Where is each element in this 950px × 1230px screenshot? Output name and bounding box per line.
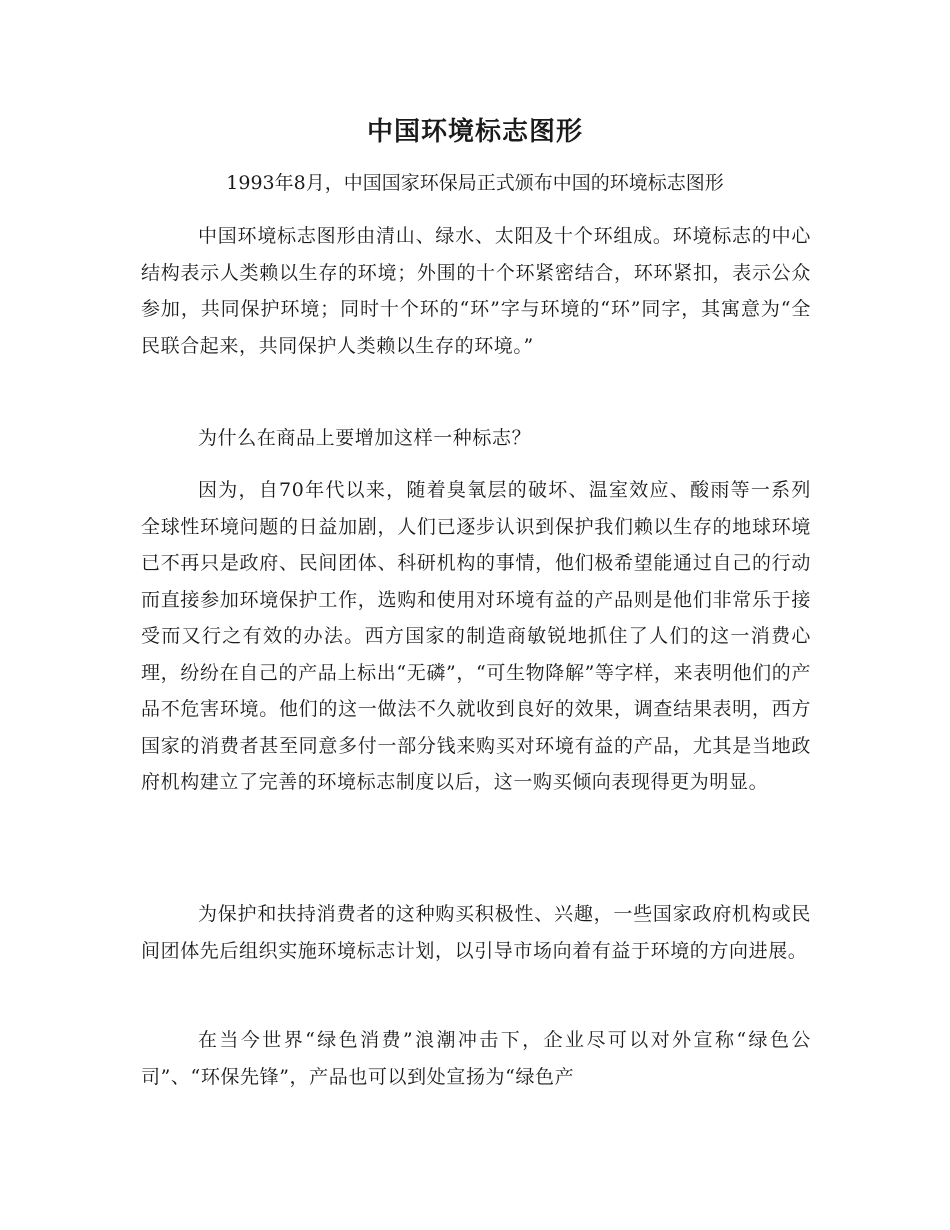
paragraph-question: 为什么在商品上要增加这样一种标志？ — [198, 427, 532, 449]
paragraph-background: 因为，自70年代以来，随着臭氧层的破坏、温室效应、酸雨等一系列全球性环境问题的日益加剧，人们已逐步认识到保护我们赖以生存的地球环境已不再只是政府、民间团体、科研机构的事情，他们极希望能通过自己的行动而直接参加环境保护工作，选购和使用对环境有益的产品则是他们非常乐于接受而又行之有效的办法。西方国家的制造商敏锐地抓住了人们的这一消费心理，纷纷在自己的产品上标出“无磷”，“可生物降解”等字样，来表明他们的产品不危害环境。他们的这一做法不久就收到良好的效果，调查结果表明，西方国家的消费者甚至同意多付一部分钱来购买对环境有益的产品，尤其是当地政府机构建立了完善的环境标志制度以后，这一购买倾向表现得更为明显。 — [141, 479, 811, 793]
document-subtitle: 1993年8月，中国国家环保局正式颁布中国的环境标志图形 — [226, 172, 724, 194]
paragraph-green-consumption: 在当今世界“绿色消费”浪潮冲击下，企业尽可以对外宣称“绿色公司”、“环保先锋”，产品也可以到处宣扬为“绿色产 — [141, 1029, 811, 1088]
paragraph-label-programs: 为保护和扶持消费者的这种购买积极性、兴趣，一些国家政府机构或民间团体先后组织实施环境标志计划，以引导市场向着有益于环境的方向进展。 — [141, 903, 811, 962]
paragraph-logo-description: 中国环境标志图形由清山、绿水、太阳及十个环组成。环境标志的中心结构表示人类赖以生存的环境；外围的十个环紧密结合，环环紧扣，表示公众参加，共同保护环境；同时十个环的“环”字与环境的“环”同字，其寓意为“全民联合起来，共同保护人类赖以生存的环境。” — [141, 225, 811, 357]
document-title: 中国环境标志图形 — [366, 117, 583, 147]
